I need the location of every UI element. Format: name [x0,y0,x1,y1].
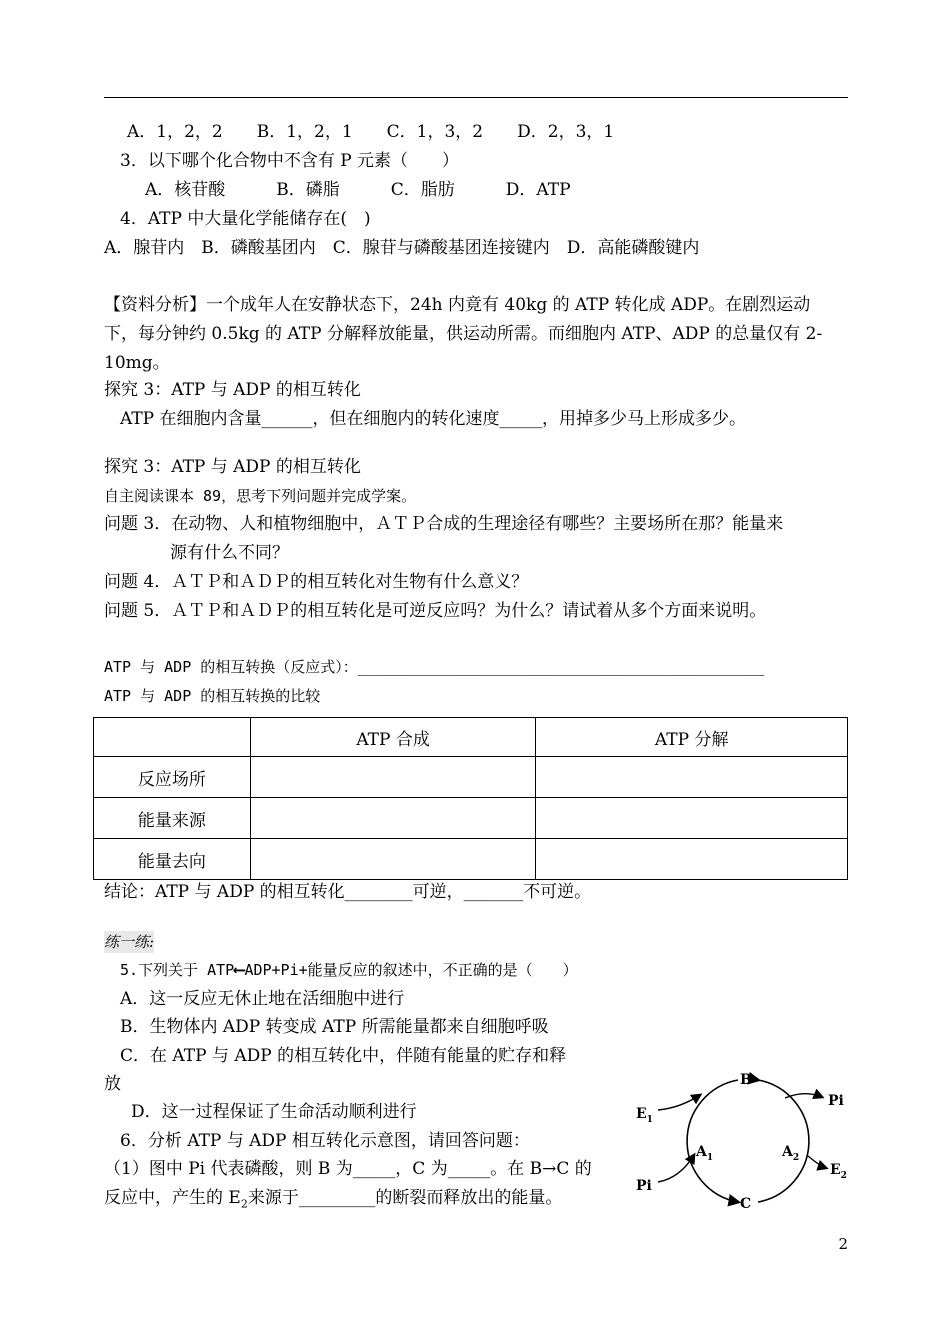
e1-input-arrow [658,1095,700,1110]
question-5-stem-part-1: 5.下列关于 ATP [120,961,235,979]
answer-cell[interactable] [536,757,848,798]
material-line-3: 10mg。 [104,353,170,373]
question-5-option-d: D．这一过程保证了生命活动顺利进行 [131,1102,417,1122]
row-label-location: 反应场所 [94,757,251,798]
pi-input-arrow [658,1155,694,1182]
problem-3-line-2: 源有什么不同？ [170,543,289,563]
problem-5: 问题 5．ＡＴＰ和ＡＤＰ的相互转化是可逆反应吗？为什么？请试着从多个方面来说明。 [104,601,767,621]
question-5-option-c-line-2: 放 [104,1074,121,1094]
explore-3-title-repeat: 探究 3：ATP 与 ADP 的相互转化 [104,457,361,477]
table-row [94,839,848,880]
question-5-stem-part-2: ADP+Pi+能量反应的叙述中，不正确的是（ ） [244,961,578,979]
left-arrow-icon: ⟵ [234,960,245,980]
answer-cell[interactable] [250,798,536,839]
reaction-equation-blank: ATP 与 ADP 的相互转换（反应式）：_____________________________________________ [104,658,765,676]
question-6-part-1-line-1: （1）图中 Pi 代表磷酸，则 B 为_____，C 为_____。在 B→C 的 [104,1159,592,1179]
table-row [94,798,848,839]
conclusion: 结论：ATP 与 ADP 的相互转化________可逆，_______不可逆。 [104,882,592,902]
problem-4: 问题 4．ＡＴＰ和ＡＤＰ的相互转化对生物有什么意义？ [104,572,529,592]
header-atp-hydrolysis: ATP 分解 [536,718,848,757]
answer-cell[interactable] [536,839,848,880]
answer-cell[interactable] [536,798,848,839]
label-a1: $A_1$ [696,1144,714,1163]
previous-question-options: A．1，2，2 B．1，2，1 C．1，3，2 D．2，3，1 [127,122,615,142]
row-label-energy-destination: 能量去向 [94,839,251,880]
comparison-table [93,717,848,880]
label-pi-out: Pi [828,1093,844,1109]
question-4-options: A．腺苷内 B．磷酸基团内 C．腺苷与磷酸基团连接键内 D．高能磷酸键内 [104,238,700,258]
question-6-line-2-pre: 反应中，产生的 E [104,1188,241,1208]
label-pi-in: Pi [636,1178,652,1194]
question-5-option-b: B．生物体内 ADP 转变成 ATP 所需能量都来自细胞呼吸 [120,1017,549,1037]
label-b: B [740,1072,752,1088]
cycle-circle [687,1080,809,1202]
reading-instruction: 自主阅读课本 89，思考下列问题并完成学案。 [104,487,417,505]
question-6-line-2-post: 来源于_________的断裂而释放出的能量。 [247,1188,563,1208]
question-5-stem [120,959,578,981]
question-6-part-1-line-2 [104,1187,562,1215]
answer-cell[interactable] [250,757,536,798]
comparison-title: ATP 与 ADP 的相互转换的比较 [104,687,321,705]
practice-title: 练一练: [104,933,155,951]
table-header-row [94,718,848,757]
atp-adp-cycle-diagram [630,1060,860,1210]
page-number: 2 [838,1235,848,1253]
problem-3-line-1: 问题 3．在动物、人和植物细胞中，ＡＴＰ合成的生理途径有哪些？主要场所在那？能量来 [104,514,784,534]
label-e2: $E_2$ [830,1162,847,1181]
header-rule [104,97,848,98]
question-4-stem: 4．ATP 中大量化学能储存在( ) [120,209,371,229]
material-line-2: 下，每分钟约 0.5kg 的 ATP 分解释放能量，供运动所需。而细胞内 ATP、ADP 的总量仅有 2- [104,324,823,344]
row-label-energy-source: 能量来源 [94,798,251,839]
question-5-option-a: A．这一反应无休止地在活细胞中进行 [120,989,405,1009]
question-5-option-c-line-1: C．在 ATP 与 ADP 的相互转化中，伴随有能量的贮存和释 [120,1046,567,1066]
question-6-stem: 6．分析 ATP 与 ADP 相互转化示意图，请回答问题： [120,1131,530,1151]
label-e1: $E_1$ [636,1106,653,1125]
subscript: 2 [240,1197,248,1211]
e2-output-arrow [808,1156,826,1168]
question-3-options: A．核苷酸 B．磷脂 C．脂肪 D．ATP [145,180,571,200]
header-atp-synthesis: ATP 合成 [250,718,536,757]
table-row [94,757,848,798]
label-a2: $A_2$ [782,1144,800,1163]
label-c: C [740,1196,752,1210]
explore-3-title: 探究 3：ATP 与 ADP 的相互转化 [104,380,361,400]
question-3-stem: 3．以下哪个化合物中不含有 P 元素（ ） [120,151,460,171]
material-line-1: 【资料分析】一个成年人在安静状态下，24h 内竟有 40kg 的 ATP 转化成 ADP。在剧烈运动 [104,295,811,315]
table-corner-cell [94,718,251,757]
explore-3-text: ATP 在细胞内含量______，但在细胞内的转化速度_____，用掉多少马上形成多少。 [120,409,747,429]
answer-cell[interactable] [250,839,536,880]
